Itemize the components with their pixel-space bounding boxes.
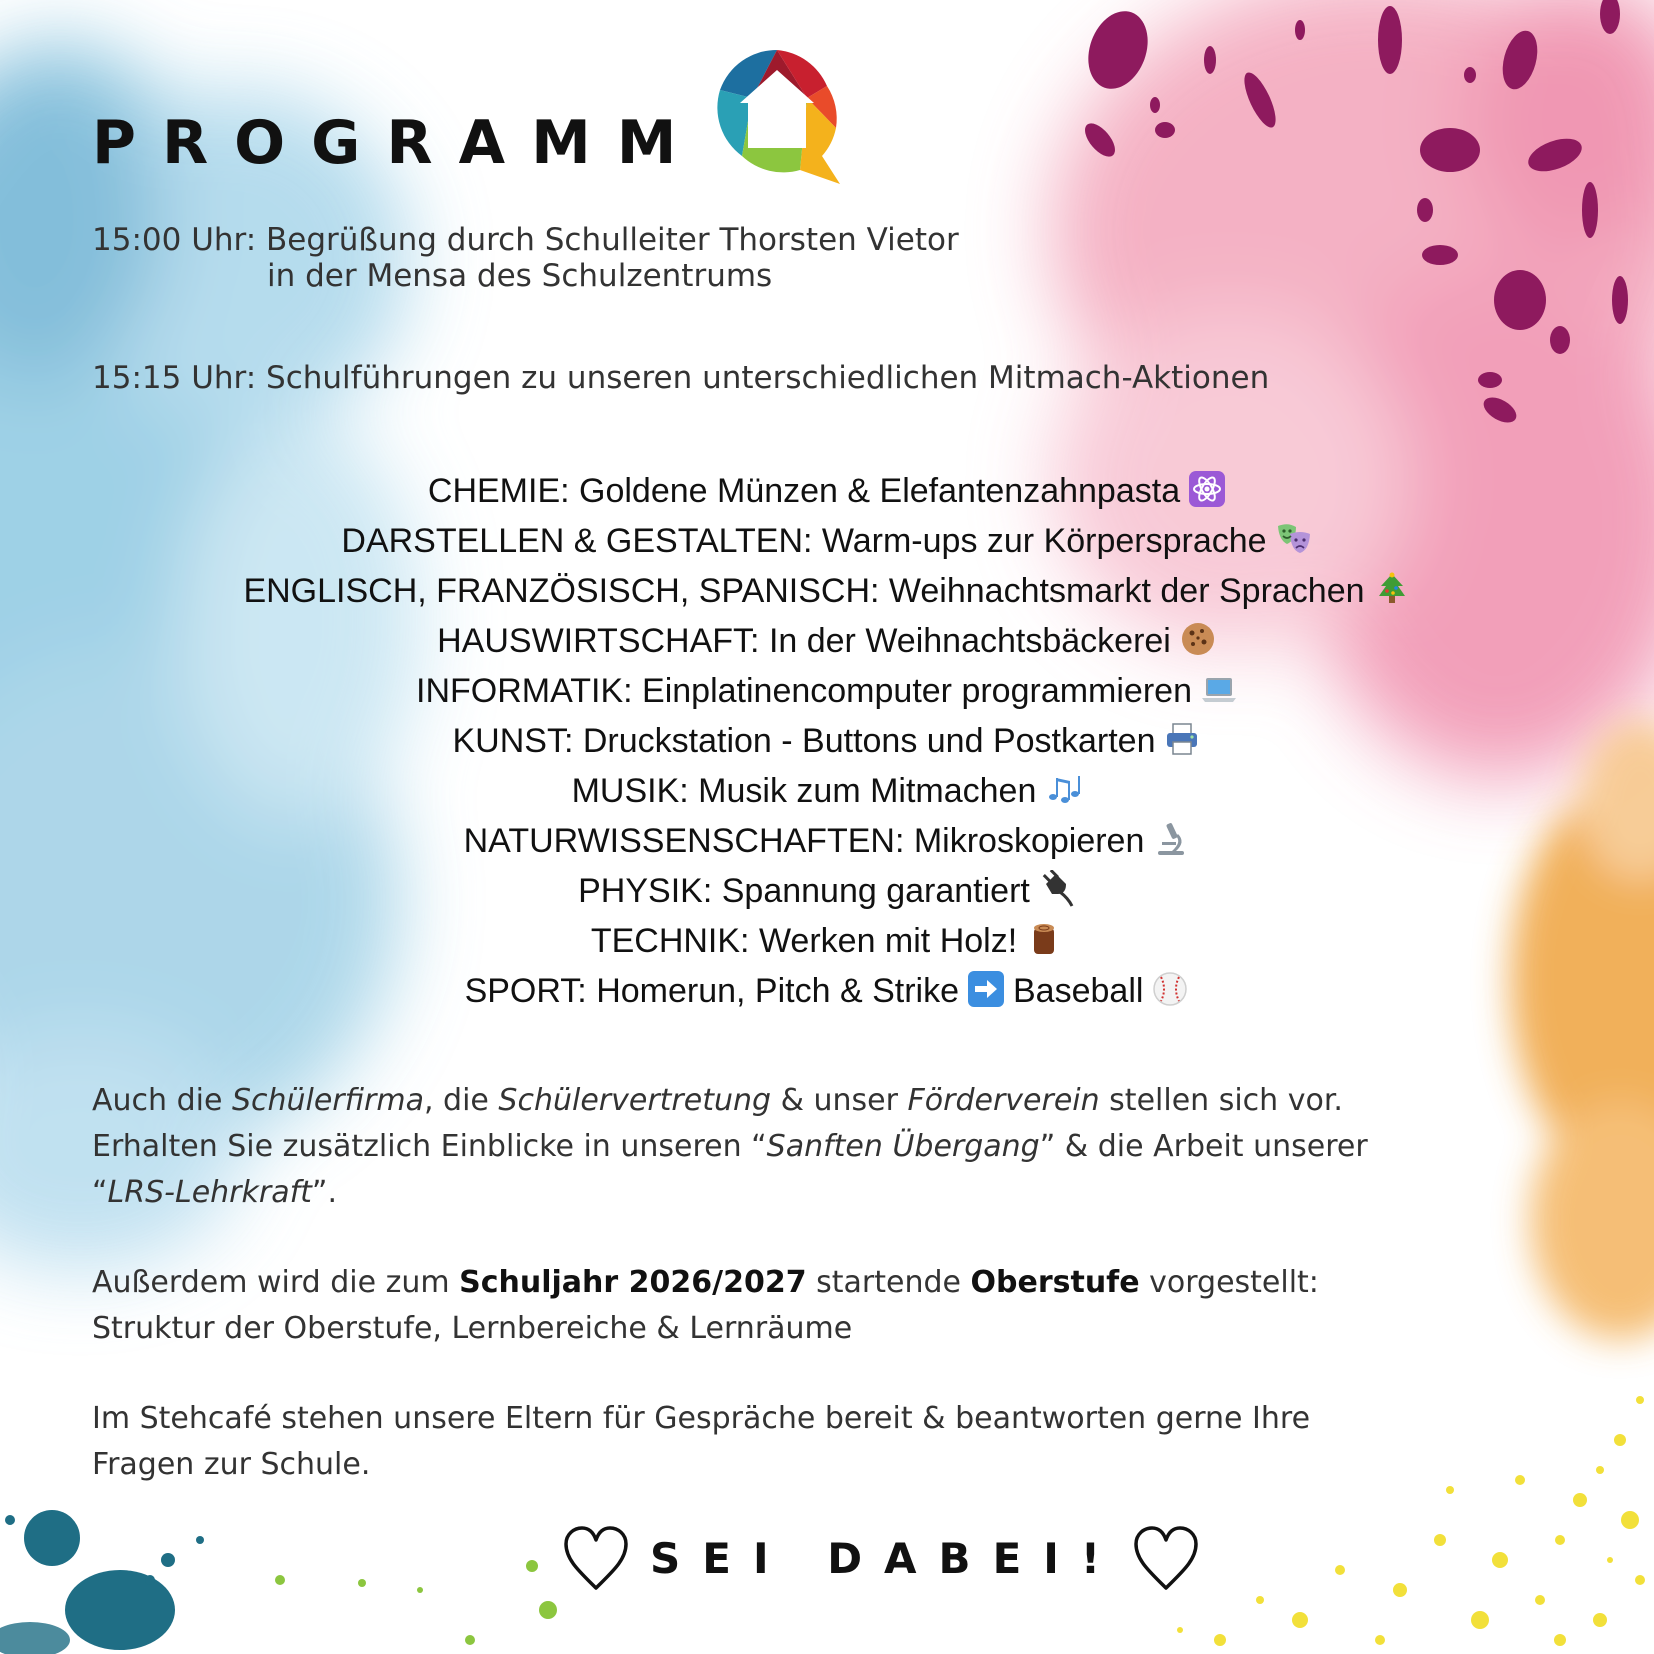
music-notes-icon [1044,770,1082,808]
station-text: SPORT: Homerun, Pitch & Strike [464,972,959,1010]
schedule-item-tours [92,360,1269,396]
wood-log-icon [1025,920,1063,958]
list-item [0,516,1654,566]
right-arrow-icon [967,970,1005,1008]
station-text: ENGLISCH, FRANZÖSISCH, SPANISCH: Weihnachtsmarkt der Sprachen [243,572,1365,610]
text-span: stellen sich vor. [1099,1083,1343,1118]
baseball-icon [1151,970,1189,1008]
text-span: Auch die [92,1083,232,1118]
schedule-item-welcome [92,222,959,294]
emphasis-text: Förderverein [907,1083,1100,1118]
text-span: & unser [771,1083,908,1118]
list-item [0,766,1654,816]
cookie-icon [1179,620,1217,658]
intro-paragraph [92,1078,1562,1216]
text-span: Im Stehcafé stehen unsere Eltern für Gespräche bereit & beantworten gerne Ihre [92,1401,1311,1436]
page-title: PROGRAMM [92,108,703,178]
oberstufe-paragraph [92,1260,1562,1352]
electric-plug-icon [1038,870,1076,908]
list-item [0,716,1654,766]
list-item [0,566,1654,616]
footer-text: SEI DABEI! [650,1533,1123,1583]
bold-text: Oberstufe [970,1265,1140,1300]
laptop-icon [1200,670,1238,708]
list-item [0,816,1654,866]
list-item [0,666,1654,716]
station-text: HAUSWIRTSCHAFT: In der Weihnachtsbäckerei [437,622,1171,660]
footer-slogan [560,1522,1202,1594]
station-text: TECHNIK: Werken mit Holz! [590,922,1018,960]
station-list [0,466,1654,1016]
station-text: INFORMATIK: Einplatinencomputer programmieren [416,672,1192,710]
emphasis-text: LRS-Lehrkraft [107,1175,312,1210]
text-span: , die [423,1083,499,1118]
emphasis-text: Schülerfirma [231,1083,424,1118]
text-span: startende [806,1265,971,1300]
text-span: ” & die Arbeit unserer [1039,1129,1368,1164]
christmas-tree-icon [1373,570,1411,608]
list-item [0,466,1654,516]
stehcafe-paragraph [92,1396,1562,1488]
station-text: CHEMIE: Goldene Münzen & Elefantenzahnpasta [427,472,1181,510]
schedule-line: 15:00 Uhr: Begrüßung durch Schulleiter Thorsten Vietor [92,222,959,258]
station-text: DARSTELLEN & GESTALTEN: Warm-ups zur Körpersprache [341,522,1267,560]
theater-masks-icon [1275,520,1313,558]
list-item [0,616,1654,666]
text-span: Fragen zur Schule. [92,1447,371,1482]
station-text: PHYSIK: Spannung garantiert [578,872,1030,910]
list-item [0,866,1654,916]
station-text: NATURWISSENSCHAFTEN: Mikroskopieren [463,822,1145,860]
microscope-icon [1152,820,1190,858]
list-item [0,916,1654,966]
station-text: KUNST: Druckstation - Buttons und Postkarten [452,722,1156,760]
house-speech-bubble-logo [712,48,842,184]
heart-outline-icon [560,1522,632,1594]
text-span: Struktur der Oberstufe, Lernbereiche & Lernräume [92,1311,853,1346]
heart-outline-icon [1130,1522,1202,1594]
atom-icon [1188,470,1226,508]
text-span: Außerdem wird die zum [92,1265,460,1300]
station-text: MUSIK: Musik zum Mitmachen [571,772,1037,810]
schedule-line: 15:15 Uhr: Schulführungen zu unseren unterschiedlichen Mitmach-Aktionen [92,360,1270,396]
text-span: ”. [311,1175,337,1210]
emphasis-text: Schülervertretung [498,1083,772,1118]
schedule-line-indented: in der Mensa des Schulzentrums [267,258,773,294]
printer-icon [1163,720,1201,758]
text-span: vorgestellt: [1139,1265,1319,1300]
list-item [0,966,1654,1016]
text-span: Erhalten Sie zusätzlich Einblicke in unseren “ [92,1129,767,1164]
station-text: Baseball [1013,972,1144,1010]
bold-text: Schuljahr 2026/2027 [459,1265,807,1300]
emphasis-text: Sanften Übergang [766,1129,1040,1164]
text-span: “ [92,1175,108,1210]
